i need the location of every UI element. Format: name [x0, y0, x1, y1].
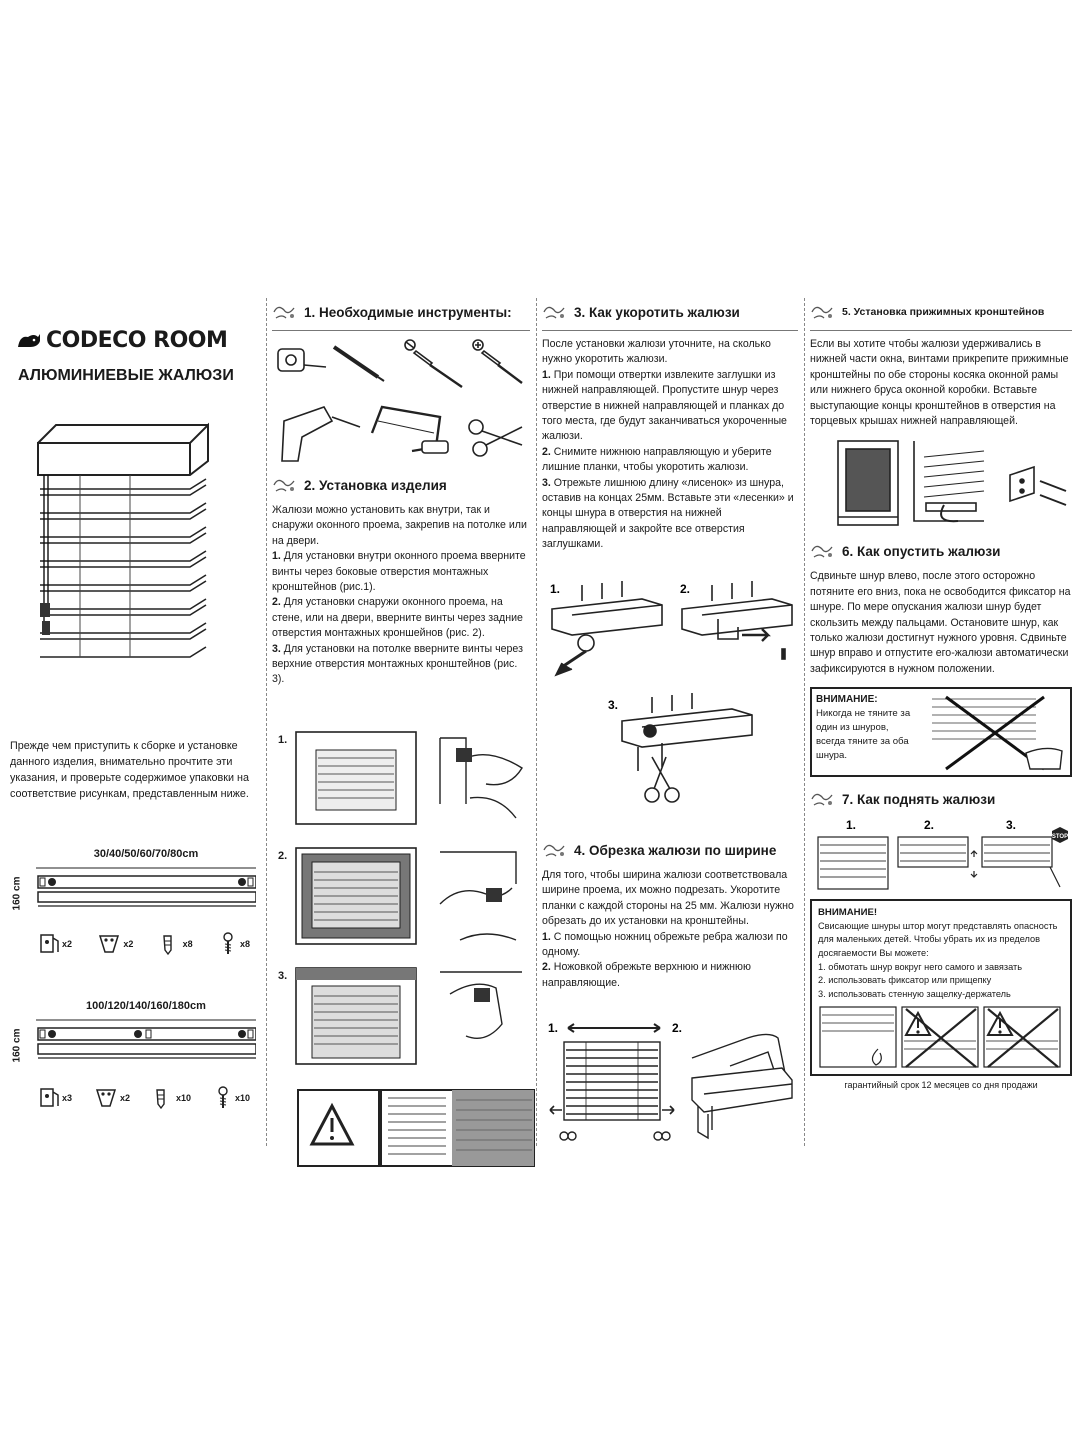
fig-label: 1. [548, 1021, 559, 1035]
holddown-figure [834, 437, 1074, 529]
section-1-header [272, 300, 530, 324]
shorten-figure-3 [542, 691, 798, 811]
ornament-icon [810, 789, 836, 809]
section-4-title: 4. Обрезка жалюзи по ширине [574, 842, 777, 858]
kit-1-count-bracket: x2 [62, 939, 73, 949]
warning-item: 2. использовать фиксатор или прищепку [818, 975, 992, 986]
kit-2-count-bracket: x3 [62, 1093, 73, 1103]
installation-figures [272, 728, 530, 1168]
item-num: 2. [542, 961, 551, 974]
holddown-bracket-icon [94, 1086, 118, 1110]
screw-icon [213, 1086, 233, 1110]
fig-label: 2. [278, 850, 288, 862]
fig-label: 1. [846, 818, 857, 833]
ornament-icon [272, 475, 298, 495]
section-2-header [272, 473, 530, 497]
section-7-title: 7. Как поднять жалюзи [842, 791, 996, 807]
ornament-icon [810, 541, 836, 561]
column-1 [10, 300, 262, 1140]
item-num: 3. [542, 476, 551, 489]
column-separator [266, 298, 267, 1146]
kit-1 [10, 848, 262, 956]
kit-2-count-holddown: x2 [119, 1093, 130, 1103]
section-6-warning [810, 687, 1072, 777]
ornament-icon [810, 302, 836, 322]
guarantee-text: гарантийный срок 12 месяцев со дня продажи [844, 1080, 1038, 1091]
section-6-header [810, 539, 1072, 563]
kit-2 [10, 1000, 262, 1110]
item-num: 2. [542, 445, 551, 458]
section-1-title: 1. Необходимые инструменты: [304, 304, 512, 320]
column-2 [272, 300, 530, 1140]
blinds-illustration [30, 403, 240, 663]
tools-illustration [272, 337, 528, 467]
outside-mount-figure [290, 844, 530, 948]
fig-label: 1. [550, 581, 561, 596]
intro-text: Прежде чем приступить к сборке и установке данного изделия, внимательно прочтите эти указания, и проверьте содержимое упаковки на соответствие рисункам, представленным ниже. [10, 740, 249, 800]
kit-2-rail-diagram [16, 1012, 256, 1072]
kit-1-rail-diagram [16, 860, 256, 920]
warning-figure [296, 1088, 536, 1168]
item-num: 2. [272, 596, 281, 609]
item-num: 3. [272, 642, 281, 655]
dowel-icon [159, 932, 181, 956]
section-2-text [272, 503, 530, 688]
section-6-title: 6. Как опустить жалюзи [842, 543, 1001, 559]
section-2-lead: Жалюзи можно установить как внутри, так и снаружи оконного проема, закрепив на потолке или на двери. [272, 504, 527, 547]
item-num: 1. [272, 550, 281, 563]
item-text: Для установки внутри оконного проема вверните винты через боковые отверстия монтажных кронштейнов (рис.1). [272, 550, 526, 594]
column-separator [536, 298, 537, 1146]
screw-icon [218, 932, 238, 956]
bracket-icon [38, 932, 60, 956]
product-title: АЛЮМИНИЕВЫЕ ЖАЛЮЗИ [18, 367, 234, 384]
child-safety-warning [810, 899, 1072, 1076]
ornament-icon [272, 302, 298, 322]
pull-cord-warning-figure [926, 693, 1066, 771]
fig-label: 3. [278, 970, 288, 982]
column-3 [542, 300, 798, 1140]
kit-1-count-screw: x8 [239, 939, 250, 949]
raise-blinds-figures [810, 817, 1072, 891]
kit-2-count-dowel: x10 [175, 1093, 191, 1103]
ornament-icon [542, 840, 568, 860]
kit-1-count-holddown: x2 [123, 939, 134, 949]
section-5-title: 5. Установка прижимных кронштейнов [842, 306, 1045, 318]
holddown-bracket-icon [97, 932, 121, 956]
warning-item: 1. обмотать шнур вокруг него самого и завязать [818, 961, 1022, 972]
item-text: Снимите нижнюю направляющую и уберите лишние планки, чтобы укоротить жалюзи. [542, 445, 772, 474]
warning-title: ВНИМАНИЕ: [816, 694, 878, 706]
cat-logo-icon [16, 331, 42, 351]
ceiling-mount-figure [290, 964, 530, 1068]
warning-item: 3. использовать стенную защелку-держатель [818, 988, 1011, 999]
section-2-title: 2. Установка изделия [304, 477, 447, 493]
cut-width-figures [542, 1018, 798, 1146]
kit-1-height: 160 cm [11, 876, 23, 911]
fig-label: 2. [924, 818, 935, 833]
column-4 [810, 300, 1072, 1140]
fig-label: 3. [1006, 818, 1017, 833]
kit-2-count-screw: x10 [234, 1093, 250, 1103]
section-4-lead: Для того, чтобы ширина жалюзи соответствовала ширине проема, их можно подрезать. Укоротите планки с каждой стороны на 25 мм. Жалюзи нужно обрезать до их установки на кронштейны. [542, 869, 794, 928]
inside-mount-figure [290, 728, 530, 828]
item-text: Для установки снаружи оконного проема, на стене, или на двери, вверните винты через задние отверстия монтажных кроншейнов (рис. 2). [272, 596, 523, 640]
fig-label: 2. [680, 581, 691, 596]
item-text: Отрежьте лишнюю длину «лисенок» из шнура, оставив на концах 25мм. Вставьте эти «лесенки» и концы шнура в отверстия на нижней направляющей и закройте все отверстия заглушками. [542, 476, 794, 551]
item-num: 1. [542, 930, 551, 943]
kit-1-parts [10, 932, 250, 956]
kit-2-height: 160 cm [11, 1028, 23, 1063]
column-separator [804, 298, 805, 1146]
fig-label: 3. [608, 697, 619, 712]
item-text: Ножовкой обрежьте верхнюю и нижнюю направляющие. [542, 961, 751, 989]
section-7-header [810, 787, 1072, 811]
section-3-header [542, 300, 798, 324]
section-3-text [542, 337, 798, 553]
bracket-icon [38, 1086, 60, 1110]
kit-1-widths: 30/40/50/60/70/80cm [93, 848, 199, 860]
section-4-text [542, 868, 798, 991]
fig-label: 2. [672, 1021, 683, 1035]
section-5-header [810, 300, 1072, 324]
warning-text: Никогда не тяните за один из шнуров, всегда тяните за оба шнура. [816, 708, 911, 762]
item-text: При помощи отвертки извлеките заглушки из нижней направляющей. Пропустите шнур через отверстие в нижней направляющей и планках до того места, где будут заканчиваться укороченные жалюзи. [542, 368, 787, 443]
brand-name: CODECO ROOM [46, 328, 228, 353]
item-text: Для установки на потолке вверните винты через верхние отверстия монтажных кронштейнов (рис. 3). [272, 642, 523, 686]
section-3-lead: После установки жалюзи уточните, на сколько нужно укоротить жалюзи. [542, 338, 771, 366]
fig-label: 1. [278, 734, 288, 746]
section-4-header [542, 838, 776, 862]
child-safety-figures [818, 1005, 1062, 1069]
stop-sign-text: STOP [1051, 834, 1069, 841]
warning-lead: Свисающие шнуры штор могут представлять опасность для маленьких детей. Чтобы убрать их из пределов досягаемости Вы можете: [818, 920, 1058, 959]
kit-2-parts [10, 1086, 250, 1110]
warning-title: ВНИМАНИЕ! [818, 907, 878, 919]
shorten-figures-1-2 [542, 579, 798, 679]
item-text: С помощью ножниц обрежьте ребра жалюзи по одному. [542, 930, 788, 959]
kit-2-widths: 100/120/140/160/180cm [86, 1000, 206, 1012]
ornament-icon [542, 302, 568, 322]
section-6-text: Сдвиньте шнур влево, после этого осторожно потяните его вниз, пока не освободится фиксатор на шнуре. По мере опускания жалюзи шнур будет скользить между пальцами. Остановите шнур, как только жалюзи достигнут нужного уровня. Сдвиньте шнур вправо и отпустите его-жалюзи автоматически зафиксируются в нужном положении. [810, 570, 1071, 675]
section-5-text: Если вы хотите чтобы жалюзи удерживались в нижней части окна, винтами прикрепите прижимные кронштейны по обе стороны косяка оконной рамы или нижнего бруса оконной коробки. Вставьте выступающие концы кронштейнов в отверстия на торцевых крышах нижней направляющей. [810, 338, 1069, 428]
kit-1-count-dowel: x8 [182, 939, 193, 949]
item-num: 1. [542, 368, 551, 381]
section-3-title: 3. Как укоротить жалюзи [574, 304, 740, 320]
brand-logo [10, 328, 262, 353]
dowel-icon [152, 1086, 174, 1110]
